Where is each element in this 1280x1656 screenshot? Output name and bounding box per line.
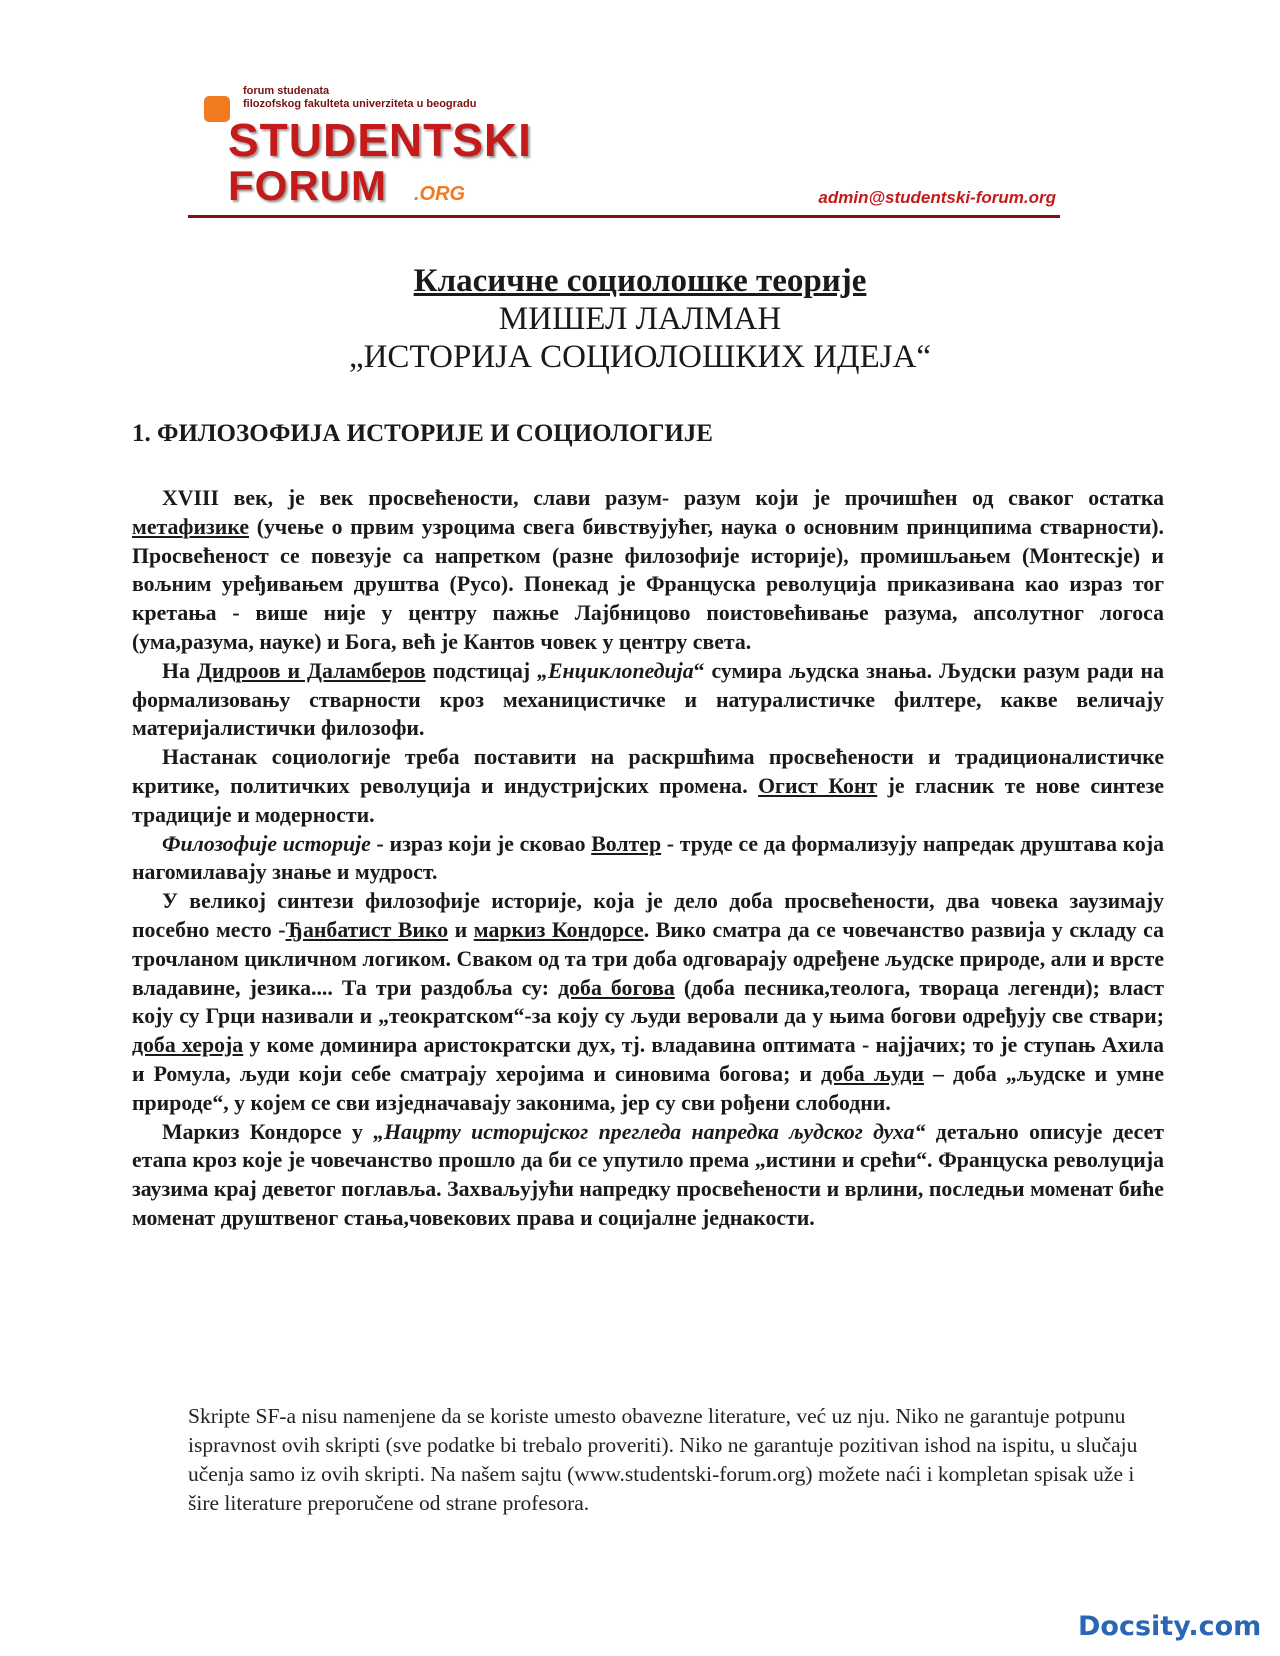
logo-forum: FORUM bbox=[228, 162, 387, 209]
paragraph-3 bbox=[132, 743, 1164, 829]
p5-text-c: . Вико сматра да се човечанство развија у складу са трочланом цикличном логиком. Сваком од та три доба одговарају одређене људске природе, али и врсте владавине, језика.... Та три раздобља су: bbox=[132, 917, 1164, 1000]
p3-term-comte: Огист Конт bbox=[758, 773, 878, 798]
p4-text-a: - израз који је сковао bbox=[370, 831, 592, 856]
paragraph-2 bbox=[132, 657, 1164, 743]
p5-text-d: (доба песника,теолога, твораца легенди); власт коју су Грци називали и „теократском“-за коју су људи веровали да у њима богови одређују све ствари; bbox=[132, 975, 1164, 1029]
p5-text-a: У великој синтези филозофије историје, која је дело доба просвећености, два човека заузимају посебно место - bbox=[132, 889, 1164, 942]
logo-tagline-1: forum studenata bbox=[243, 85, 330, 97]
paragraph-5 bbox=[132, 887, 1164, 1117]
p2-text-c: “ сумира људска знања. Људски разум ради на формализовању стварности кроз механицистичке и натуралистичке филтере, какве величају материјалистички филозофи. bbox=[132, 658, 1164, 741]
p5-term-age-men: доба људи bbox=[821, 1061, 924, 1086]
document-header bbox=[188, 80, 1060, 220]
p3-text-a: Настанак социологије треба поставити на раскршћима просвећености и традиционалистичке критике, политичких револуција и индустријских промена. bbox=[132, 745, 1164, 798]
disclaimer: Skripte SF-a nisu namenjene da se koriste umesto obavezne literature, već uz nju. Niko ne garantuje potpunu ispravnost ovih skripti (sve podatke bi trebalo proveriti). Niko ne garantuje pozitivan ishod na ispitu, u slučaju učenja samo iz ovih skripti. Na našem sajtu (www.studentski-forum.org) možete naći i kompletan spisak uže i šire literature preporučene od strane profesora. bbox=[188, 1404, 1138, 1515]
docsity-watermark: Docsity.com bbox=[1078, 1611, 1262, 1642]
p5-term-age-heroes: доба хероја bbox=[132, 1033, 244, 1058]
p5-text-f: – доба „људске и умне природе“, у којем се сви изједначавају законима, јер су сви рођени слободни. bbox=[132, 1061, 1164, 1115]
p2-term-diderot: Дидроов и Даламберов bbox=[196, 658, 426, 683]
p2-italic-encyclopedia: „Енциклопедија bbox=[537, 658, 694, 683]
document-title bbox=[132, 262, 1148, 376]
p5-term-condorcet: маркиз Кондорсе bbox=[473, 917, 644, 942]
header-divider bbox=[188, 215, 1060, 218]
logo-square-icon bbox=[204, 96, 230, 122]
paragraph-4 bbox=[132, 830, 1164, 888]
p4-text-b: - труде се да формализују напредак друштава која нагомилавају знање и мудрост. bbox=[132, 831, 1164, 885]
section-heading: 1. ФИЛОЗОФИЈА ИСТОРИЈЕ И СОЦИОЛОГИЈЕ bbox=[132, 420, 713, 447]
logo-org-suffix: .ORG bbox=[414, 183, 466, 205]
logo-tagline-2: filozofskog fakulteta univerziteta u beogradu bbox=[243, 98, 477, 110]
logo-studentski: STUDENTSKI bbox=[228, 114, 532, 166]
paragraph-6 bbox=[132, 1118, 1164, 1233]
p5-term-age-gods: доба богова bbox=[558, 975, 675, 1000]
admin-email: admin@studentski-forum.org bbox=[818, 188, 1056, 207]
p4-term-voltaire: Волтер bbox=[591, 831, 662, 856]
title-line-2: МИШЕЛ ЛАЛМАН bbox=[498, 301, 782, 337]
p6-text-b: детаљно описује десет етапа кроз које је човечанство прошло да би се упутило према „истини и срећи“. Француска револуција заузима крај деветог поглавља. Захваљујући напредку просвећености и врлини, последњи моменат биће моменат друштвеног стања,човекових права и социјалне једнакости. bbox=[132, 1119, 1164, 1230]
p1-text-b: (учење о првим узроцима свега бивствујућег, наука о основним принципима стварности). Просвећеност се повезује са напретком (разне филозофије историје), промишљањем (Монтескје) и вољним уређивањем друштва (Русо). Понекад је Француска револуција приказивана као израз тог кретања - више није у центру пажње Лајбницово поистовећивање разума, апсолутног логоса (ума,разума, науке) и Бога, већ је Кантов човек у центру света. bbox=[132, 514, 1164, 654]
p6-italic-sketch: „Нацрту историјског прегледа напредка људског духа“ bbox=[373, 1119, 926, 1144]
p2-text-a: На bbox=[162, 658, 197, 683]
body-text bbox=[132, 484, 1164, 1233]
title-line-1: Класичне социолошке теорије bbox=[413, 263, 867, 299]
title-line-3: „ИСТОРИЈА СОЦИОЛОШКИХ ИДЕЈА“ bbox=[348, 339, 932, 375]
p2-text-b: подстицај bbox=[425, 658, 538, 683]
p5-term-vico: Ђанбатист Вико bbox=[285, 917, 449, 942]
p1-term-metaphysics: метафизике bbox=[132, 514, 250, 539]
p6-text-a: Маркиз Кондорсе у bbox=[162, 1119, 374, 1144]
p1-text-a: XVIII век, је век просвећености, слави разум- разум који је прочишћен од сваког остатка bbox=[162, 486, 1164, 510]
p4-italic-philosophy: Филозофије историје bbox=[162, 831, 371, 856]
p3-text-b: је гласник те нове синтезе традиције и модерности. bbox=[132, 773, 1165, 827]
p5-text-e: у коме доминира аристократски дух, тј. владавина оптимата - најјачих; то је ступањ Ахила и Ромула, људи који себе сматрају херојима и синовима богова; и bbox=[132, 1033, 1164, 1086]
p5-text-b: и bbox=[448, 917, 474, 942]
paragraph-1 bbox=[132, 484, 1164, 657]
